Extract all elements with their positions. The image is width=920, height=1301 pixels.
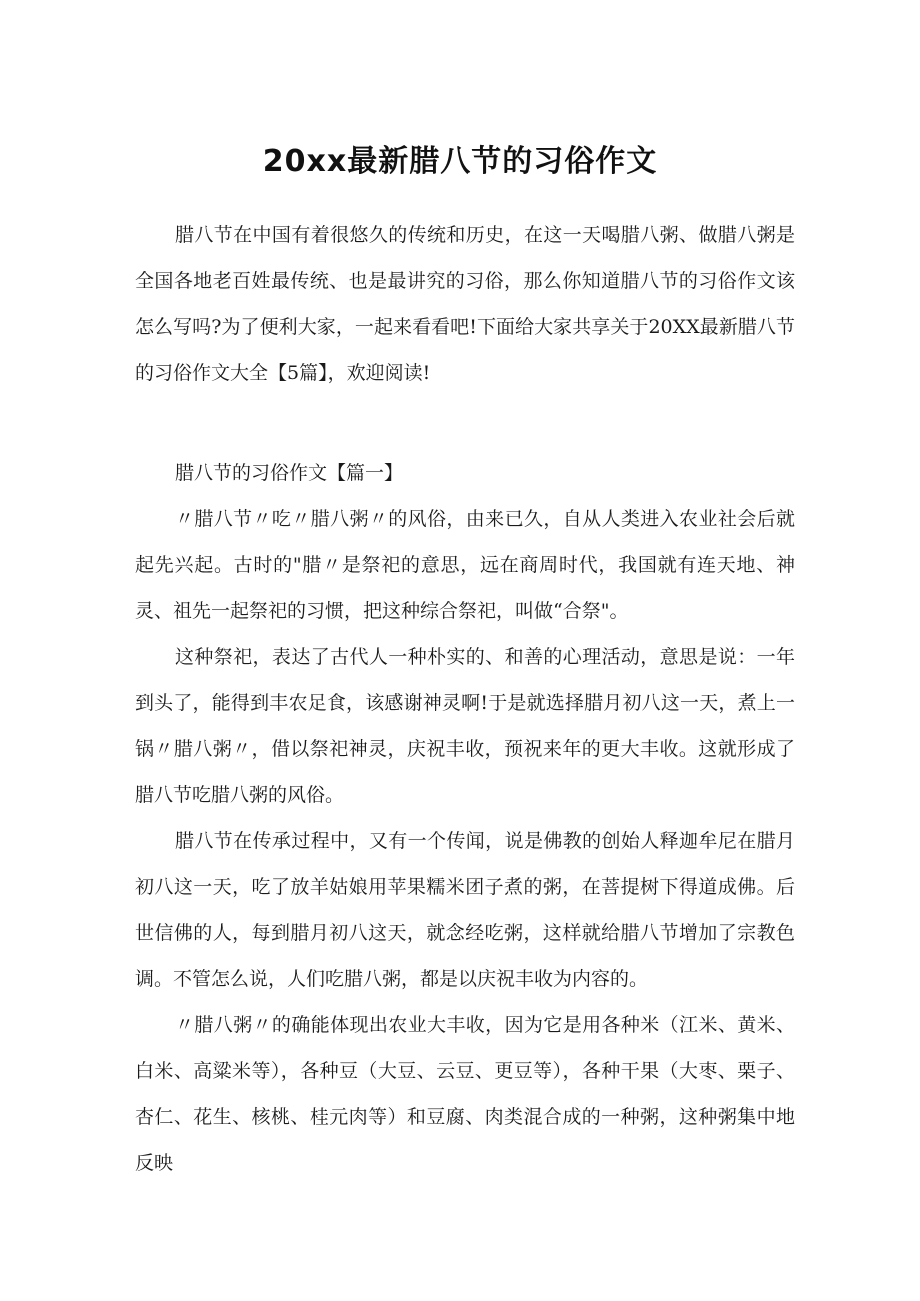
section-heading: 腊八节的习俗作文【篇一】 — [175, 462, 404, 484]
intro-paragraph: 腊八节在中国有着很悠久的传统和历史，在这一天喝腊八粥、做腊八粥是全国各地老百姓最传统、也是最讲究的习俗，那么你知道腊八节的习俗作文该怎么写吗?为了便利大家，一起来看看吧!下面给大家共享关于20XX最新腊八节的习俗作文大全【5篇】，欢迎阅读! — [135, 224, 795, 384]
body-paragraph: 腊八节在传承过程中，又有一个传闻，说是佛教的创始人释迦牟尼在腊月初八这一天，吃了放羊姑娘用苹果糯米团子煮的粥，在菩提树下得道成佛。后世信佛的人，每到腊月初八这天，就念经吃粥，这样就给腊八节增加了宗教色调。不管怎么说，人们吃腊八粥，都是以庆祝丰收为内容的。 — [135, 830, 795, 990]
body-paragraph: 这种祭祀，表达了古代人一种朴实的、和善的心理活动，意思是说：一年到头了，能得到丰农足食，该感谢神灵啊!于是就选择腊月初八这一天，煮上一锅〃腊八粥〃，借以祭祀神灵，庆祝丰收，预祝来年的更大丰收。这就形成了腊八节吃腊八粥的风俗。 — [135, 646, 795, 806]
body-paragraph: 〃腊八粥〃的确能体现出农业大丰收，因为它是用各种米（江米、黄米、白米、高粱米等），各种豆（大豆、云豆、更豆等），各种干果（大枣、栗子、杏仁、花生、核桃、桂元肉等）和豆腐、肉类混合成的一种粥，这种粥集中地反映 — [135, 1014, 795, 1174]
article-body — [135, 212, 795, 1186]
page-title: 20xx最新腊八节的习俗作文 — [262, 144, 658, 179]
body-paragraph: 〃腊八节〃吃〃腊八粥〃的风俗，由来已久，自从人类进入农业社会后就起先兴起。古时的"腊〃是祭祀的意思，远在商周时代，我国就有连天地、神灵、祖先一起祭祀的习惯，把这种综合祭祀，叫做“合祭"。 — [135, 508, 795, 622]
